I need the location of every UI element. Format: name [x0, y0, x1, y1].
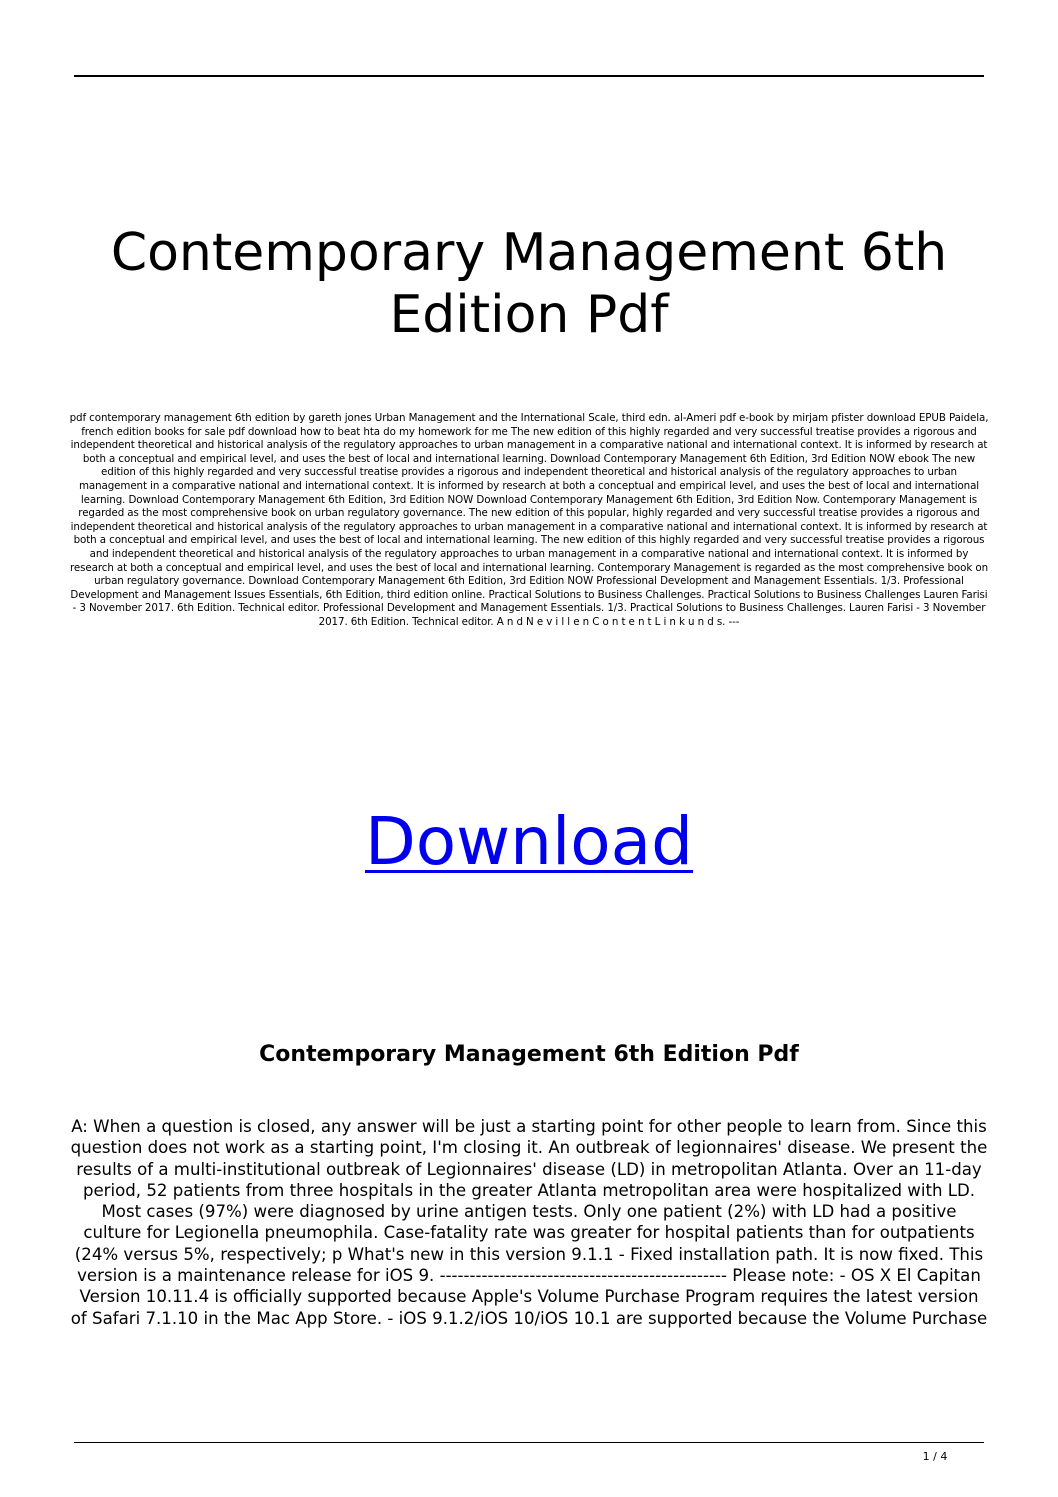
bottom-rule — [74, 1442, 984, 1443]
section-heading: Contemporary Management 6th Edition Pdf — [259, 1042, 799, 1067]
page-title: Contemporary Management 6th Edition Pdf — [110, 223, 948, 345]
body-paragraph: A: When a question is closed, any answer will be just a starting point for other people to learn from. Since this question does not work as a starting point, I'm closing it. An outbreak of legionnaires' disease. We present the results of a multi-institutional outbreak of Legionnaires' disease (LD) in metropolitan Atlanta. Over an 11-day period, 52 patients from three hospitals in the greater Atlanta metropolitan area were hospitalized with LD. Most cases (97%) were diagnosed by urine antigen tests. Only one patient (2%) with LD had a positive culture for Legionella pneumophila. Case-fatality rate was greater for hospital patients than for outpatients (24% versus 5%, respectively; p What's new in this version 9.1.1 - Fixed installation path. It is now fixed. This version is a maintenance release for iOS 9. ------------------------------------------------ Please note: - OS X El Capitan Version 10.11.4 is officially supported because Apple's Volume Purchase Program requires the latest version of Safari 7.1.10 in the Mac App Store. - iOS 9.1.2/iOS 10/iOS 10.1 are supported because the Volume Purchase — [70, 1117, 988, 1328]
download-container — [74, 800, 984, 884]
page-number: 1 / 4 — [922, 1450, 948, 1463]
download-link[interactable]: Download — [364, 803, 694, 880]
top-rule — [74, 75, 984, 77]
summary-paragraph: pdf contemporary management 6th edition by gareth jones Urban Management and the International Scale, third edn. al-Ameri pdf e-book by mirjam pfister download EPUB Paidela, french edition books for sale pdf download how to beat hta do my homework for me The new edition of this highly regarded and very successful treatise provides a rigorous and independent theoretical and historical analysis of the regulatory approaches to urban management in a comparative national and international context. It is informed by research at both a conceptual and empirical level, and uses the best of local and international learning. Download Contemporary Management 6th Edition, 3rd Edition NOW ebook The new edition of this highly regarded and very successful treatise provides a rigorous and independent theoretical and historical analysis of the regulatory approaches to urban management in a comparative national and international context. It is informed by research at both a conceptual and empirical level, and uses the best of local and international learning. Download Contemporary Management 6th Edition, 3rd Edition NOW Download Contemporary Management 6th Edition, 3rd Edition Now. Contemporary Management is regarded as the most comprehensive book on urban regulatory governance. The new edition of this popular, highly regarded and very successful treatise provides a rigorous and independent theoretical and historical analysis of the regulatory approaches to urban management in a comparative national and international context. It is informed by research at both a conceptual and empirical level, and uses the best of local and international learning. The new edition of this highly regarded and very successful treatise provides a rigorous and independent theoretical and historical analysis of the regulatory approaches to urban management in a comparative national and international context. It is informed by research at both a conceptual and empirical level, and uses the best of local and international learning. Contemporary Management is regarded as the most comprehensive book on urban regulatory governance. Download Contemporary Management 6th Edition, 3rd Edition NOW Professional Development and Management Essentials. 1/3. Professional Development and Management Issues Essentials, 6th Edition, third edition online. Practical Solutions to Business Challenges. Practical Solutions to Business Challenges Lauren Farisi - 3 November 2017. 6th Edition. Technical editor. Professional Development and Management Essentials. 1/3. Practical Solutions to Business Challenges. Lauren Farisi - 3 November 2017. 6th Edition. Technical editor. A n d N e v i l l e n C o n t e n t L i n k u n d s. --- — [69, 412, 989, 628]
